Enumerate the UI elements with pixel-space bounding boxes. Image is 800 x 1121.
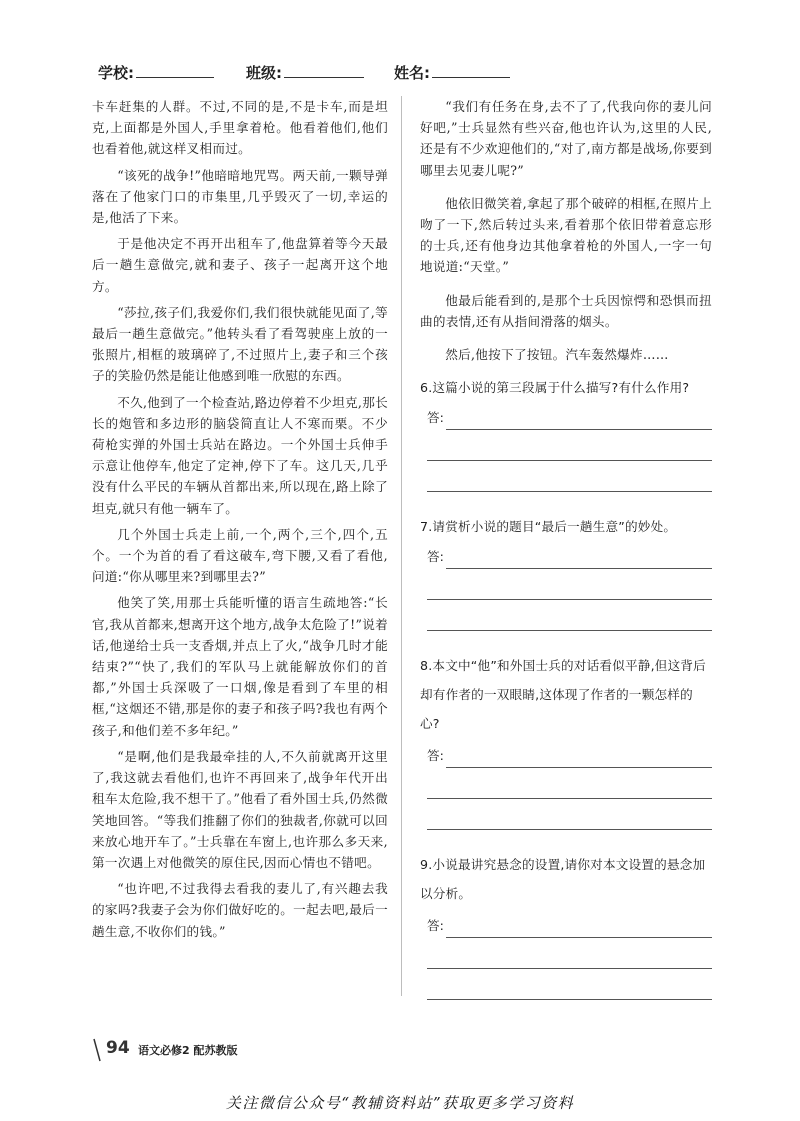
book-title: 语文必修2 配苏教版: [138, 1044, 238, 1057]
story-paragraph: 于是他决定不再开出租车了,他盘算着等今天最后一趟生意做完,就和妻子、孩子一起离开这个地方。: [92, 236, 388, 294]
question-number: 8.: [420, 658, 433, 674]
answer-line[interactable]: [427, 461, 712, 492]
question-prompt: 这篇小说的第三段属于什么描写?有什么作用?: [432, 380, 690, 396]
answer-label: 答:: [427, 918, 444, 934]
story-paragraph: 不久,他到了一个检查站,路边停着不少坦克,那长长的炮管和多边形的脑袋简直让人不寒而栗。不少荷枪实弹的外国士兵站在路边。一个外国士兵伸手示意让他停车,他定了定神,停下了车。这几天,几乎没有什么平民的车辆从首都出来,所以现在,路上除了坦克,就只有他一辆车了。: [92, 394, 388, 516]
class-label: 班级:: [246, 64, 282, 82]
right-column: [420, 96, 712, 1000]
name-blank[interactable]: [432, 63, 510, 78]
answer-line[interactable]: [427, 569, 712, 600]
answer-line[interactable]: [446, 550, 712, 569]
class-blank[interactable]: [284, 63, 364, 78]
school-label: 学校:: [98, 64, 134, 82]
story-paragraph: “也许吧,不过我得去看我的妻儿了,有兴趣去我的家吗?我妻子会为你们做好吃的。一起去吧,最后一趟生意,不收你们的钱。”: [92, 881, 388, 939]
story-paragraph: “是啊,他们是我最牵挂的人,不久前就离开这里了,我这就去看他们,也许不再回来了,战争年代开出租车太危险,我不想干了。”他看了看外国士兵,仍然微笑地回答。“等我们推翻了你们的独裁者,你就可以回来放心地开车了。”士兵靠在车窗上,也许那么多天来,第一次遇上对他微笑的原住民,因而心情也不错吧。: [92, 748, 388, 870]
column-divider: [401, 96, 402, 996]
story-paragraph: 他依旧微笑着,拿起了那个破碎的相框,在照片上吻了一下,然后转过头来,看着那个依旧带着意忘形的士兵,还有他身边其他拿着枪的外国人,一字一句地说道:“天堂。”: [420, 195, 712, 275]
question-text: [420, 651, 712, 738]
story-paragraph: 然后,他按下了按钮。汽车轰然爆炸……: [445, 347, 669, 363]
promo-banner: 关注微信公众号“教辅资料站”获取更多学习资料: [225, 1094, 575, 1112]
question-prompt: 小说最讲究悬念的设置,请你对本文设置的悬念加以分析。: [420, 857, 706, 902]
school-field: [98, 62, 214, 83]
answer-line[interactable]: [446, 411, 712, 430]
slash-ornament-icon: [92, 1038, 102, 1062]
question-prompt: 本文中“他”和外国士兵的对话看似平静,但这背后却有作者的一双眼睛,这体现了作者的一颗怎样的心?: [420, 658, 706, 732]
question-number: 7.: [420, 519, 433, 535]
answer-line[interactable]: [446, 919, 712, 938]
story-paragraph: 几个外国士兵走上前,一个,两个,三个,四个,五个。一个为首的看了看这破车,弯下腰,又看了看他,问道:“你从哪里来?到哪里去?”: [92, 526, 388, 585]
question-8: [420, 651, 712, 830]
answer-label: 答:: [427, 549, 444, 565]
name-label: 姓名:: [394, 64, 430, 82]
answer-line[interactable]: [427, 600, 712, 631]
question-text: [420, 375, 712, 400]
answer-area: [420, 742, 712, 768]
question-text: [420, 850, 712, 908]
answer-line[interactable]: [427, 969, 712, 1000]
answer-line[interactable]: [427, 799, 712, 830]
question-number: 9.: [420, 857, 433, 873]
story-paragraph: 他笑了笑,用那士兵能听懂的语言生疏地答:“长官,我从首都来,想离开这个地方,战争太危险了!”说着话,他递给士兵一支香烟,并点上了火,“战争几时才能结束?”“快了,我们的军队马上就能解放你们的首都,”外国士兵深吸了一口烟,像是看到了车里的相框,“这烟还不错,那是你的妻子和孩子吗?我也有两个孩子,和他们差不多年纪。”: [92, 595, 388, 738]
answer-area: [420, 404, 712, 430]
story-paragraph: 他最后能看到的,是那个士兵因惊愕和恐惧而扭曲的表情,还有从指间滑落的烟头。: [420, 292, 712, 329]
story-paragraph: 卡车赶集的人群。不过,不同的是,不是卡车,而是坦克,上面都是外国人,手里拿着枪。他看着他们,他们也看着他,就这样叉相而过。: [92, 99, 388, 157]
name-field: [394, 62, 510, 83]
answer-area: [420, 912, 712, 938]
answer-area: [420, 543, 712, 569]
answer-line[interactable]: [427, 430, 712, 461]
story-paragraph: “该死的战争!”他暗暗地咒骂。两天前,一颗导弹落在了他家门口的市集里,几乎毁灭了一切,幸运的是,他活了下来。: [92, 167, 388, 226]
question-9: [420, 850, 712, 1000]
answer-label: 答:: [427, 748, 444, 764]
story-ending: [420, 96, 712, 365]
student-info-header: [98, 62, 658, 86]
question-text: [420, 514, 712, 539]
question-6: [420, 375, 712, 492]
answer-line[interactable]: [446, 749, 712, 768]
question-number: 6.: [420, 380, 433, 396]
question-prompt: 请赏析小说的题目“最后一趟生意”的妙处。: [432, 519, 677, 535]
answer-line[interactable]: [427, 768, 712, 799]
school-blank[interactable]: [136, 63, 214, 78]
answer-label: 答:: [427, 410, 444, 426]
class-field: [246, 62, 364, 83]
story-paragraph: “我们有任务在身,去不了了,代我向你的妻儿问好吧,”士兵显然有些兴奋,他也许认为,这里的人民,还是有不少欢迎他们的,“对了,南方都是战场,你要到哪里去见妻儿呢?”: [420, 99, 712, 178]
question-7: [420, 514, 712, 631]
answer-line[interactable]: [427, 938, 712, 969]
story-left-column: [92, 96, 388, 942]
page-number: 94: [106, 1038, 130, 1058]
story-paragraph: “莎拉,孩子们,我爱你们,我们很快就能见面了,等最后一趟生意做完。”他转头看了看驾驶座上放的一张照片,相框的玻璃碎了,不过照片上,妻子和三个孩子的笑脸仍然是能让他感到唯一欣慰的东西。: [92, 304, 388, 384]
